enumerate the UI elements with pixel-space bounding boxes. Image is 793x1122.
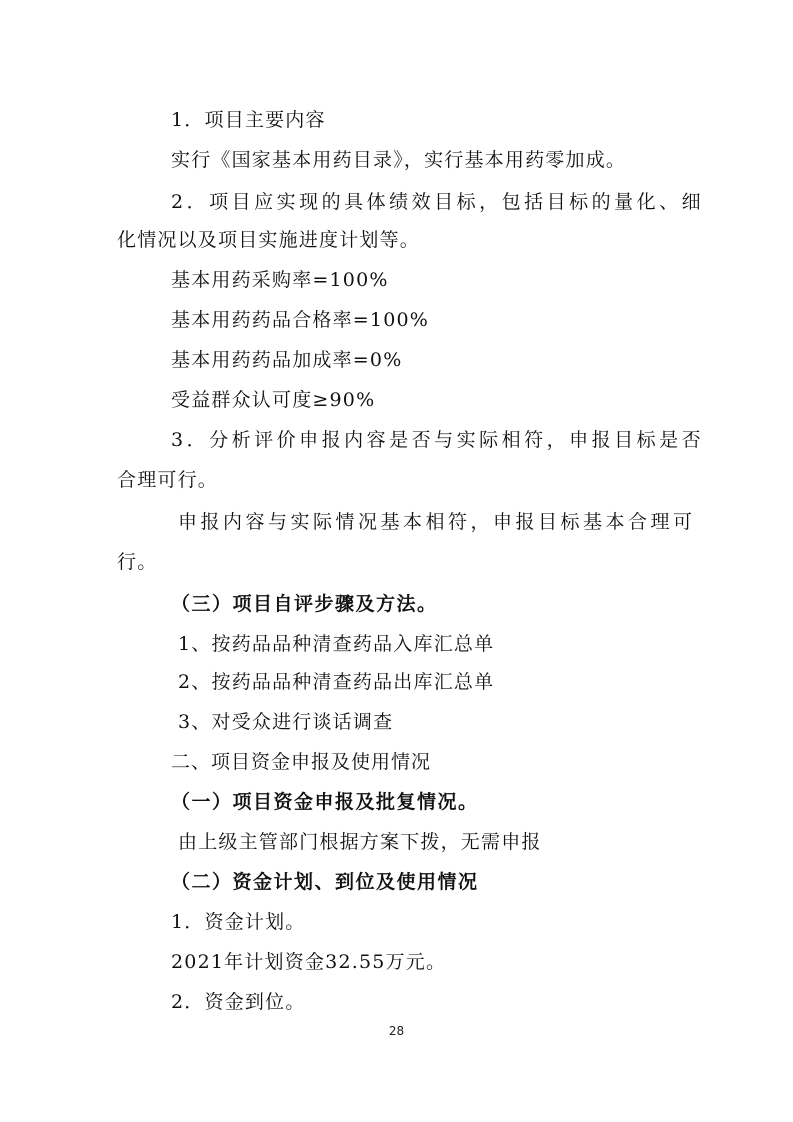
section-heading: （一）项目资金申报及批复情况。: [171, 791, 479, 813]
paragraph-line: 2．资金到位。: [171, 991, 306, 1013]
paragraph-line: 2021年计划资金32.55万元。: [171, 951, 447, 973]
paragraph-line: 基本用药药品加成率=0%: [171, 349, 403, 371]
list-item: 2、按药品品种清查药品出库汇总单: [178, 671, 495, 693]
paragraph-line: 基本用药药品合格率=100%: [171, 309, 430, 331]
paragraph-line: 1．项目主要内容: [171, 109, 326, 131]
paragraph-line: 基本用药采购率=100%: [171, 269, 389, 291]
paragraph-line: 2．项目应实现的具体绩效目标，包括目标的量化、细: [171, 191, 705, 213]
paragraph-line: 受益群众认可度≥90%: [171, 389, 376, 411]
page-number: 28: [388, 1024, 405, 1038]
list-item: 1、按药品品种清查药品入库汇总单: [178, 633, 495, 655]
chapter-heading: 二、项目资金申报及使用情况: [171, 751, 432, 773]
paragraph-line: 由上级主管部门根据方案下拨，无需申报: [178, 831, 542, 853]
list-item: 3、对受众进行谈话调查: [178, 711, 394, 733]
paragraph-line: 1．资金计划。: [171, 911, 306, 933]
paragraph-line: 3．分析评价申报内容是否与实际相符，申报目标是否: [171, 429, 705, 451]
paragraph-line: 行。: [117, 551, 158, 573]
paragraph-line: 实行《国家基本用药目录》，实行基本用药零加成。: [171, 149, 627, 171]
paragraph-line: 合理可行。: [117, 469, 219, 491]
section-heading: （二）资金计划、到位及使用情况: [171, 871, 479, 893]
paragraph-line: 申报内容与实际情况基本相符，申报目标基本合理可: [178, 511, 696, 533]
paragraph-line: 化情况以及项目实施进度计划等。: [117, 229, 421, 251]
section-heading: （三）项目自评步骤及方法。: [171, 593, 438, 615]
